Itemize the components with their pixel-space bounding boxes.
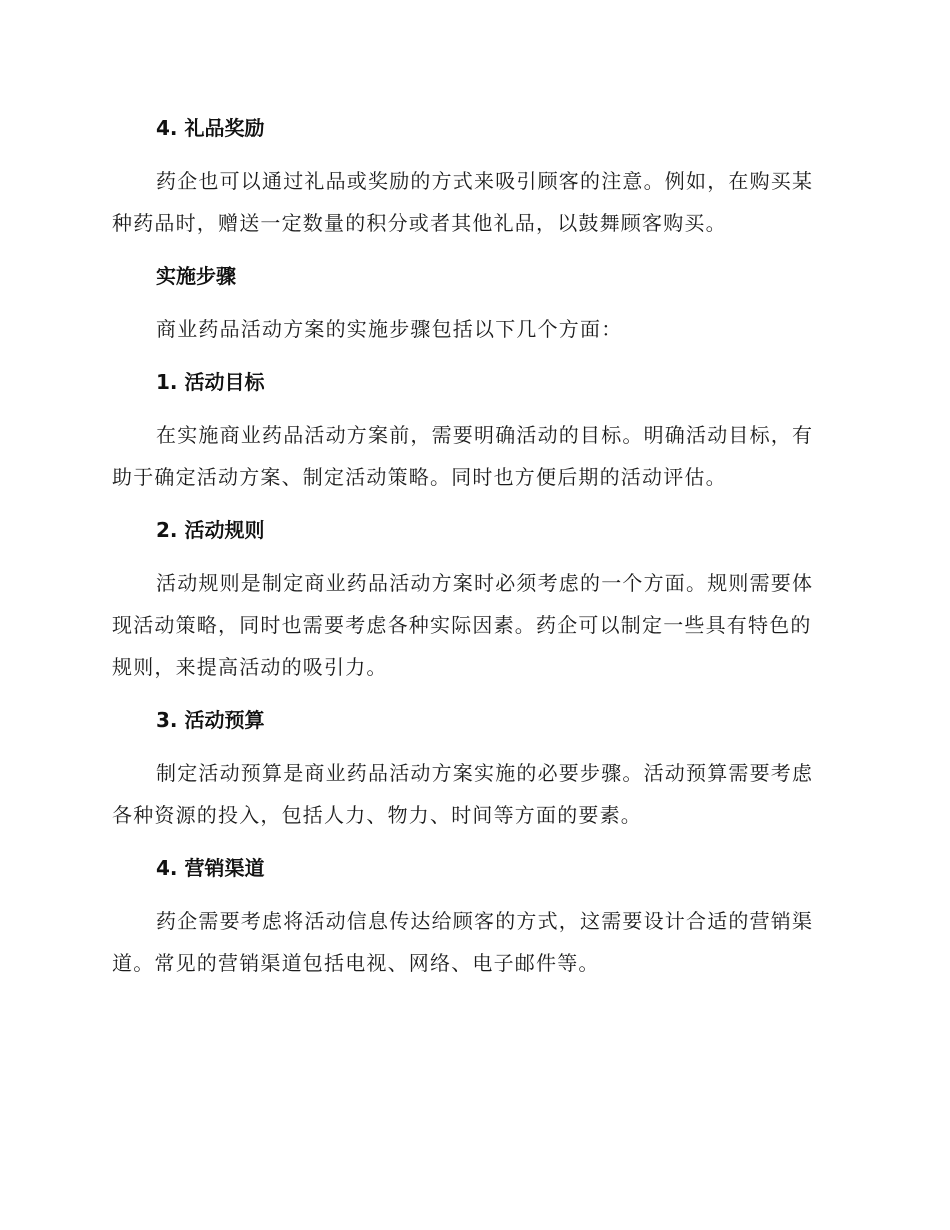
paragraph-activity-goals: 在实施商业药品活动方案前，需要明确活动的目标。明确活动目标，有助于确定活动方案、制定活动策略。同时也方便后期的活动评估。	[112, 423, 814, 489]
section-heading-activity-rules: 2. 活动规则	[156, 518, 265, 542]
paragraph-activity-budget: 制定活动预算是商业药品活动方案实施的必要步骤。活动预算需要考虑各种资源的投入，包括人力、物力、时间等方面的要素。	[112, 761, 814, 827]
section-heading-activity-goals: 1. 活动目标	[156, 370, 265, 394]
section-heading-activity-budget: 3. 活动预算	[156, 708, 265, 732]
paragraph-marketing-channels: 药企需要考虑将活动信息传达给顾客的方式，这需要设计合适的营销渠道。常见的营销渠道包括电视、网络、电子邮件等。	[112, 909, 814, 975]
paragraph-gift-rewards: 药企也可以通过礼品或奖励的方式来吸引顾客的注意。例如，在购买某种药品时，赠送一定数量的积分或者其他礼品，以鼓舞顾客购买。	[112, 169, 814, 235]
document-body	[112, 108, 832, 996]
section-heading-gift-rewards: 4. 礼品奖励	[156, 116, 265, 140]
paragraph-implementation-intro: 商业药品活动方案的实施步骤包括以下几个方面：	[156, 317, 623, 341]
section-heading-implementation-steps: 实施步骤	[156, 264, 236, 288]
paragraph-activity-rules: 活动规则是制定商业药品活动方案时必须考虑的一个方面。规则需要体现活动策略，同时也需要考虑各种实际因素。药企可以制定一些具有特色的规则，来提高活动的吸引力。	[112, 571, 814, 679]
section-heading-marketing-channels: 4. 营销渠道	[156, 856, 265, 880]
